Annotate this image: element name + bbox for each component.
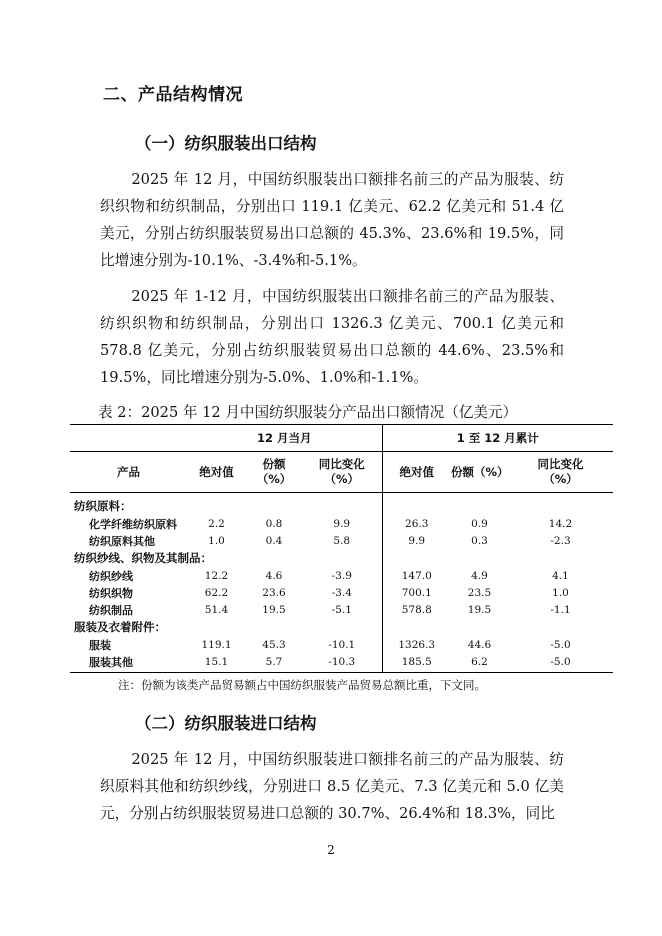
product-name: 纺织制品 bbox=[89, 603, 133, 617]
header-yoy-label: 同比变化 bbox=[537, 457, 584, 471]
ytd-share: 6.2 bbox=[451, 653, 508, 673]
header-ytd-abs: 绝对值 bbox=[382, 452, 451, 493]
product-name: 服装其他 bbox=[70, 653, 187, 673]
ytd-share: 44.6 bbox=[467, 638, 492, 651]
ytd-yoy: -5.0 bbox=[508, 653, 613, 673]
header-ytd-yoy bbox=[508, 452, 613, 493]
ytd-abs: 185.5 bbox=[382, 653, 451, 673]
header-month-group: 12 月当月 bbox=[187, 425, 382, 452]
month-share: 4.6 bbox=[265, 569, 283, 582]
subsection-heading-import: （二）纺织服装进口结构 bbox=[135, 714, 317, 733]
month-abs: 15.1 bbox=[187, 653, 246, 673]
product-name: 服装 bbox=[89, 638, 111, 652]
header-yoy-label: 同比变化 bbox=[318, 457, 365, 471]
month-yoy: -5.1 bbox=[331, 603, 352, 616]
month-abs: 119.1 bbox=[201, 638, 232, 651]
month-share: 0.8 bbox=[265, 517, 283, 530]
ytd-abs: 147.0 bbox=[382, 567, 451, 584]
category-label: 纺织原料： bbox=[74, 499, 132, 513]
table-row bbox=[70, 567, 613, 584]
month-share: 0.4 bbox=[265, 534, 283, 547]
product-name: 纺织原料其他 bbox=[89, 534, 155, 548]
header-yoy-unit: （%） bbox=[324, 472, 360, 486]
table-header-column-row bbox=[70, 452, 613, 493]
table-row bbox=[70, 515, 613, 532]
paragraph-export-ytd: 2025 年 1-12 月，中国纺织服装出口额排名前三的产品为服装、纺织织物和纺织制品，分别出口 1326.3 亿美元、700.1 亿美元和 578.8 亿美元，分别占纺织服装贸易出口总额的 44.6%、23.5%和 19.5%，同比增速分别为-5.0%、1.0%和-1.1%。 bbox=[100, 288, 564, 386]
month-yoy: 5.8 bbox=[333, 534, 351, 547]
product-name: 化学纤维纺织原料 bbox=[89, 517, 177, 531]
month-yoy: -10.1 bbox=[328, 638, 356, 651]
table-note: 注：份额为该类产品贸易额占中国纺织服装产品贸易总额比重，下文同。 bbox=[118, 678, 486, 692]
subsection-heading-export: （一）纺织服装出口结构 bbox=[135, 134, 317, 153]
ytd-yoy: 14.2 bbox=[548, 517, 573, 530]
header-month-yoy bbox=[302, 452, 382, 493]
ytd-abs: 700.1 bbox=[382, 584, 451, 601]
ytd-share: 0.3 bbox=[471, 534, 488, 547]
ytd-yoy: -5.0 bbox=[550, 638, 571, 651]
month-abs: 1.0 bbox=[208, 534, 225, 547]
page-number: 2 bbox=[327, 843, 335, 857]
ytd-abs: 26.3 bbox=[382, 515, 451, 532]
header-month-abs: 绝对值 bbox=[187, 452, 246, 493]
table-category-row bbox=[70, 618, 613, 636]
table-row bbox=[70, 653, 613, 673]
header-ytd-group: 1 至 12 月累计 bbox=[382, 425, 613, 452]
header-month-share bbox=[246, 452, 302, 493]
month-yoy: 9.9 bbox=[333, 517, 351, 530]
month-abs: 51.4 bbox=[204, 603, 229, 616]
month-share: 5.7 bbox=[246, 653, 302, 673]
header-yoy-unit: （%） bbox=[543, 472, 578, 486]
table-row bbox=[70, 532, 613, 549]
section-heading: 二、产品结构情况 bbox=[103, 85, 243, 105]
month-share: 23.6 bbox=[262, 586, 286, 599]
ytd-abs: 578.8 bbox=[382, 601, 451, 618]
month-abs: 2.2 bbox=[208, 517, 225, 530]
header-empty-cell bbox=[70, 425, 187, 452]
table-caption: 表 2：2025 年 12 月中国纺织服装分产品出口额情况（亿美元） bbox=[98, 404, 518, 421]
ytd-share: 19.5 bbox=[467, 603, 492, 616]
header-share-unit: （%） bbox=[256, 472, 292, 486]
table-row bbox=[70, 636, 613, 653]
table-category-row bbox=[70, 549, 613, 567]
ytd-abs: 9.9 bbox=[382, 532, 451, 549]
paragraph-import-month: 2025 年 12 月，中国纺织服装进口额排名前三的产品为服装、纺织原料其他和纺织纱线，分别进口 8.5 亿美元、7.3 亿美元和 5.0 亿美元，分别占纺织服装贸易进口总额的 30.7%、26.4%和 18.3%，同比 bbox=[100, 751, 564, 822]
table-row bbox=[70, 601, 613, 618]
ytd-yoy: 4.1 bbox=[552, 569, 569, 582]
table-row bbox=[70, 584, 613, 601]
ytd-share: 23.5 bbox=[467, 586, 492, 599]
ytd-yoy: -2.3 bbox=[550, 534, 571, 547]
category-label: 服装及衣着附件： bbox=[74, 620, 166, 634]
table-header-group-row bbox=[70, 425, 613, 452]
product-name: 纺织织物 bbox=[89, 586, 133, 600]
month-abs: 62.2 bbox=[204, 586, 229, 599]
ytd-yoy: -1.1 bbox=[550, 603, 571, 616]
ytd-abs: 1326.3 bbox=[382, 636, 451, 653]
header-product: 产品 bbox=[70, 452, 187, 493]
export-structure-table bbox=[70, 424, 613, 673]
category-label: 纺织纱线、织物及其制品： bbox=[74, 551, 212, 565]
header-share-label: 份额 bbox=[262, 457, 286, 471]
month-abs: 12.2 bbox=[204, 569, 229, 582]
month-yoy: -3.9 bbox=[331, 569, 352, 582]
table-category-row bbox=[70, 493, 613, 516]
ytd-share: 4.9 bbox=[471, 569, 488, 582]
product-name: 纺织纱线 bbox=[89, 569, 133, 583]
month-yoy: -3.4 bbox=[331, 586, 352, 599]
month-share: 45.3 bbox=[262, 638, 286, 651]
ytd-share: 0.9 bbox=[471, 517, 488, 530]
header-ytd-share: 份额（%） bbox=[451, 452, 508, 493]
paragraph-export-month: 2025 年 12 月，中国纺织服装出口额排名前三的产品为服装、纺织织物和纺织制品，分别出口 119.1 亿美元、62.2 亿美元和 51.4 亿美元，分别占纺织服装贸易出口总额的 45.3%、23.6%和 19.5%，同比增速分别为-10.1%、-3.4%和-5.1%。 bbox=[100, 171, 564, 269]
month-share: 19.5 bbox=[262, 603, 286, 616]
ytd-yoy: 1.0 bbox=[552, 586, 569, 599]
month-yoy: -10.3 bbox=[302, 653, 382, 673]
